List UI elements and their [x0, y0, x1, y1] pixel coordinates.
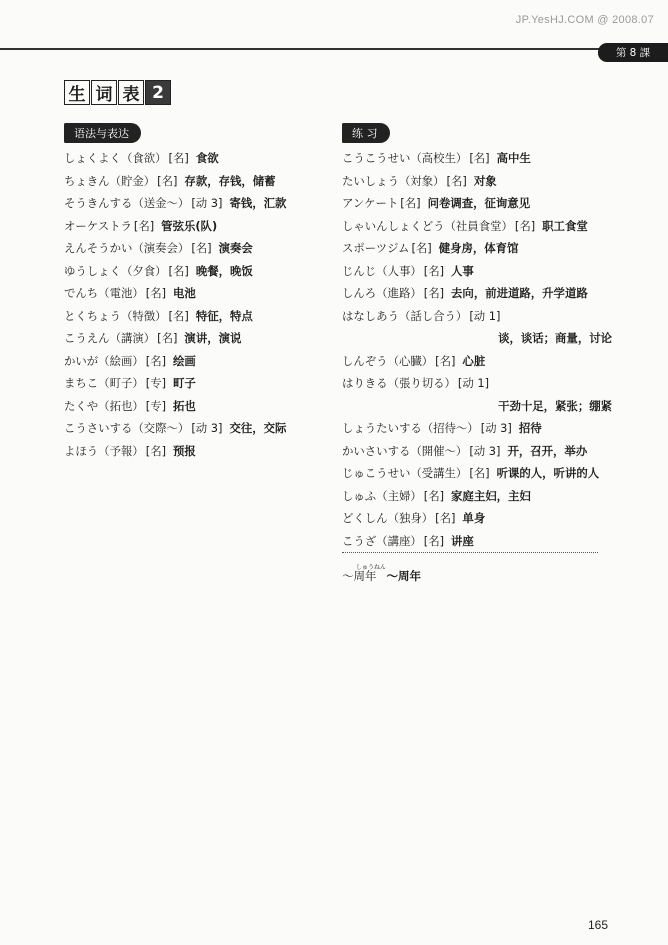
- vocab-entry: [342, 350, 612, 373]
- vocab-word: まちこ（町子）: [64, 376, 144, 390]
- vocab-word: こうざ（講座）: [342, 533, 422, 548]
- vocab-category: [动 1]: [469, 308, 501, 323]
- vocab-word: かいさいする（開催〜）: [342, 443, 468, 458]
- vocab-meaning: 绘画: [173, 353, 196, 368]
- vocab-category: [名]: [411, 241, 432, 255]
- vocab-category: [专]: [145, 376, 167, 390]
- left-column: [64, 122, 326, 462]
- vocab-entry: [64, 170, 326, 193]
- section-tag-practice: 练 习: [342, 123, 390, 143]
- vocab-category: [动 3]: [191, 196, 223, 210]
- vocab-word: スポーツジム: [342, 241, 410, 255]
- vocab-word: とくちょう（特徴）: [64, 308, 167, 323]
- vocab-word: じゅこうせい（受講生）: [342, 466, 468, 480]
- title-char: 表: [118, 80, 144, 105]
- vocab-category: [名]: [400, 196, 421, 210]
- vocab-word: 〜周年: [342, 569, 377, 583]
- title-number: 2: [145, 80, 171, 105]
- vocab-meaning: 听课的人，听讲的人: [496, 466, 600, 480]
- title-char: 生: [64, 80, 90, 105]
- vocab-category: [名]: [469, 466, 490, 480]
- vocab-entry: [64, 395, 326, 418]
- vocab-meaning: 单身: [462, 511, 486, 525]
- vocab-list-grammar: [64, 147, 326, 462]
- vocab-entry: [342, 192, 612, 215]
- vocab-entry: [342, 372, 612, 395]
- vocab-category: [名]: [157, 331, 178, 345]
- furigana: しゅうねん: [356, 564, 387, 571]
- vocab-entry: [342, 215, 612, 238]
- vocab-meaning: 职工食堂: [542, 218, 588, 233]
- vocab-word: しゅふ（主婦）: [342, 488, 422, 503]
- vocab-entry: [342, 417, 612, 440]
- vocab-entry: [64, 417, 326, 440]
- vocab-word: でんち（電池）: [64, 286, 144, 300]
- vocab-word: ゆうしょく（夕食）: [64, 263, 167, 278]
- vocab-entry: [342, 260, 612, 283]
- vocab-word: たいしょう（対象）: [342, 173, 445, 188]
- vocab-word: しんろ（進路）: [342, 286, 422, 300]
- vocab-word: たくや（拓也）: [64, 398, 144, 413]
- vocab-meaning: 预报: [173, 443, 196, 458]
- vocab-entry: [64, 147, 326, 170]
- vocab-category: [名]: [168, 263, 189, 278]
- vocab-entry: [342, 305, 612, 328]
- vocab-meaning: 人事: [451, 263, 474, 278]
- vocab-entry: [342, 440, 612, 463]
- vocab-entry: [342, 485, 612, 508]
- vocab-category: [名]: [423, 263, 445, 278]
- extra-vocab-entry: [342, 564, 421, 584]
- vocab-entry: [64, 237, 326, 260]
- vocab-entry: [342, 507, 612, 530]
- vocab-meaning: 町子: [173, 376, 196, 390]
- vocab-category: [名]: [423, 286, 445, 300]
- header-rule: [0, 48, 668, 50]
- vocab-meaning: 电池: [173, 286, 196, 300]
- vocab-word: ちょきん（貯金）: [64, 173, 156, 188]
- vocab-word: はなしあう（話し合う）: [342, 308, 468, 323]
- vocab-meaning: 特征，特点: [195, 308, 253, 323]
- vocab-category: [名]: [423, 533, 445, 548]
- vocab-word: そうきんする（送金〜）: [64, 196, 190, 210]
- title-char: 词: [91, 80, 117, 105]
- vocab-meaning: 开，召开，举办: [507, 443, 588, 458]
- vocab-meaning: 〜周年: [386, 569, 421, 583]
- vocab-category: [名]: [133, 218, 155, 233]
- vocab-category: [名]: [435, 353, 456, 368]
- vocab-entry: [342, 462, 612, 485]
- vocab-category: [动 1]: [457, 376, 490, 390]
- vocab-meaning: 家庭主妇，主妇: [451, 488, 531, 503]
- vocab-category: [名]: [469, 151, 490, 165]
- vocab-category: [名]: [435, 511, 456, 525]
- vocab-category: [动 3]: [480, 421, 512, 435]
- vocab-entry: [64, 372, 326, 395]
- vocab-category: [动 3]: [191, 421, 223, 435]
- vocab-category: [名]: [145, 353, 167, 368]
- vocab-meaning: 演奏会: [218, 241, 253, 255]
- vocab-entry: [342, 170, 612, 193]
- vocab-category: [名]: [145, 286, 167, 300]
- vocab-entry: [64, 440, 326, 463]
- vocab-meaning: 存款，存钱，储蓄: [184, 173, 276, 188]
- vocab-entry: [64, 260, 326, 283]
- vocab-word: はりきる（張り切る）: [342, 376, 456, 390]
- vocab-category: [名]: [191, 241, 212, 255]
- vocab-entry: [342, 147, 612, 170]
- vocab-entry: [64, 192, 326, 215]
- vocab-entry: [342, 530, 612, 553]
- vocab-category: [名]: [168, 151, 189, 165]
- vocab-word: よほう（予報）: [64, 443, 144, 458]
- vocab-category: [名]: [514, 218, 536, 233]
- vocab-category: [动 3]: [469, 443, 501, 458]
- vocab-meaning: 干劲十足，紧张；绷紧: [498, 398, 612, 413]
- vocab-category: [名]: [145, 443, 167, 458]
- vocab-entry: [342, 237, 612, 260]
- vocab-meaning: 寄钱，汇款: [229, 196, 287, 210]
- vocab-word: しょくよく（食欲）: [64, 151, 167, 165]
- vocab-meaning: 高中生: [496, 151, 531, 165]
- vocab-entry: [64, 215, 326, 238]
- vocab-meaning: 晚餐，晚饭: [195, 263, 253, 278]
- vocab-word: えんそうかい（演奏会）: [64, 241, 190, 255]
- vocab-meaning: 问卷调查，征询意见: [427, 196, 531, 210]
- vocab-category: [名]: [423, 488, 445, 503]
- vocab-entry: [64, 350, 326, 373]
- vocab-word: こうさいする（交際〜）: [64, 421, 190, 435]
- vocab-meaning: 食欲: [195, 151, 219, 165]
- vocab-word: どくしん（独身）: [342, 511, 434, 525]
- vocab-meaning: 谈，谈话；商量，讨论: [498, 331, 612, 345]
- vocab-word: しゃいんしょくどう（社員食堂）: [342, 218, 513, 233]
- vocab-meaning: 去向，前进道路，升学道路: [451, 286, 588, 300]
- vocab-entry: [342, 327, 612, 350]
- vocab-entry: [64, 305, 326, 328]
- vocabulary-title: [64, 80, 172, 105]
- vocab-word: じんじ（人事）: [342, 263, 422, 278]
- vocab-category: [名]: [446, 173, 467, 188]
- vocab-list-practice: [342, 147, 612, 552]
- vocab-meaning: 健身房，体育馆: [438, 241, 519, 255]
- section-tag-grammar: 语法与表达: [64, 123, 141, 143]
- vocab-category: [名]: [157, 173, 178, 188]
- vocab-word: アンケート: [342, 196, 399, 210]
- vocab-entry: [342, 282, 612, 305]
- vocab-entry: [64, 327, 326, 350]
- vocab-meaning: 心脏: [462, 353, 486, 368]
- vocab-meaning: 招待: [518, 421, 542, 435]
- vocab-meaning: 对象: [473, 173, 497, 188]
- vocab-meaning: 拓也: [173, 398, 196, 413]
- vocab-meaning: 交往，交际: [229, 421, 287, 435]
- lesson-tab: 第 8 課: [598, 43, 668, 62]
- vocab-word: こうえん（講演）: [64, 331, 156, 345]
- watermark: JP.YesHJ.COM @ 2008.07: [515, 14, 654, 26]
- vocab-entry: [64, 282, 326, 305]
- vocab-word: しょうたいする（招待〜）: [342, 421, 479, 435]
- vocab-word: しんぞう（心臓）: [342, 353, 434, 368]
- vocab-category: [名]: [168, 308, 189, 323]
- vocab-meaning: 演讲，演说: [184, 331, 242, 345]
- vocab-word: かいが（絵画）: [64, 353, 144, 368]
- vocab-word: オーケストラ: [64, 218, 132, 233]
- vocab-meaning: 管弦乐(队): [161, 218, 218, 233]
- dotted-divider: [342, 552, 598, 553]
- vocab-category: [专]: [145, 398, 167, 413]
- page-number: 165: [588, 918, 609, 932]
- vocab-entry: [342, 395, 612, 418]
- vocab-meaning: 讲座: [451, 533, 474, 548]
- vocab-word: こうこうせい（高校生）: [342, 151, 468, 165]
- right-column: [342, 122, 612, 552]
